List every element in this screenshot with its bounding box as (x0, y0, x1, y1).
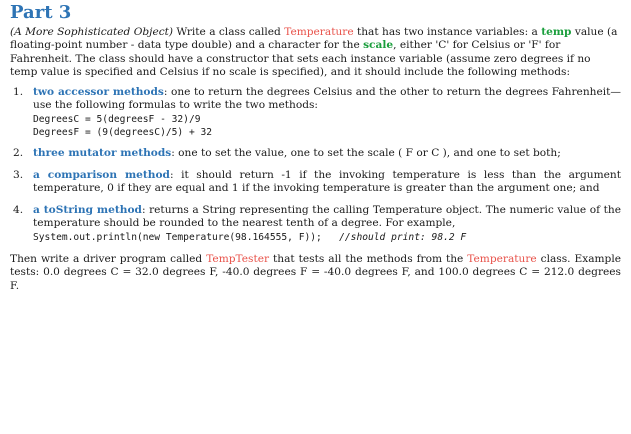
class-name-temptester: TempTester (206, 252, 270, 265)
item-heading: two accessor methods (33, 85, 164, 98)
formula-fahrenheit: DegreesF = (9(degreesC)/5) + 32 (33, 126, 213, 138)
intro-subtitle: (A More Sophisticated Object) (10, 26, 174, 38)
list-item: 4. a toString method: returns a String representing the calling Temperature object. The numeric value of the temperature should be rounded to the nearest tenth of a degree. For example, System.out.println(new Temperature(98.164555, F)); //should print: 98.2 F (13, 203, 622, 244)
keyword-scale: scale (363, 39, 394, 52)
item-heading: a toString method (33, 203, 142, 216)
item-heading: a comparison method (33, 168, 170, 181)
list-item: 3. a comparison method: it should return -1 if the invoking temperature is less than the argument temperature, 0 if they are equal and 1 if the invoking temperature is greater than the argument one; and (13, 168, 621, 195)
formula-celsius: DegreesC = 5(degreesF - 32)/9 (33, 114, 201, 126)
code-comment: //should print: 98.2 F (339, 232, 467, 244)
list-item: 1. two accessor methods: one to return the degrees Celsius and the other to return the degrees Fahrenheit— use the following formulas to write the two methods: DegreesC = 5(degreesF - 32)/9 DegreesF = (9(degreesC)/5) + 32 (13, 85, 621, 138)
keyword-temp: temp (541, 26, 572, 38)
item-heading: three mutator methods (33, 147, 172, 160)
document-page (0, 2, 631, 434)
code-example: System.out.println(new Temperature(98.164555, F)); //should print: 98.2 F (33, 232, 467, 244)
driver-paragraph: Then write a driver program called TempTester that tests all the methods from the Temperature class. Example tests: 0.0 degrees C = 32.0 degrees F, -40.0 degrees F = -40.0 degrees F, and 100.0 degrees C = 212.0 degrees F. (10, 252, 621, 292)
section-title: Part 3 (10, 2, 72, 23)
methods-list (10, 86, 621, 245)
class-name-temperature: Temperature (467, 252, 537, 265)
class-name-temperature: Temperature (284, 26, 354, 38)
list-item: 2. three mutator methods: one to set the value, one to set the scale ( F or C ), and one to set both; (13, 147, 561, 160)
intro-paragraph: (A More Sophisticated Object) Write a class called Temperature that has two instance variables: a temp value (a floating-point number - data type double) and a character for the scale, either 'C' for Celsius or 'F' for Fahrenheit. The class should have a constructor that sets each instance variable (assume zero degrees if no temp value is specified and Celsius if no scale is specified), and it should include the following methods: (10, 26, 618, 79)
